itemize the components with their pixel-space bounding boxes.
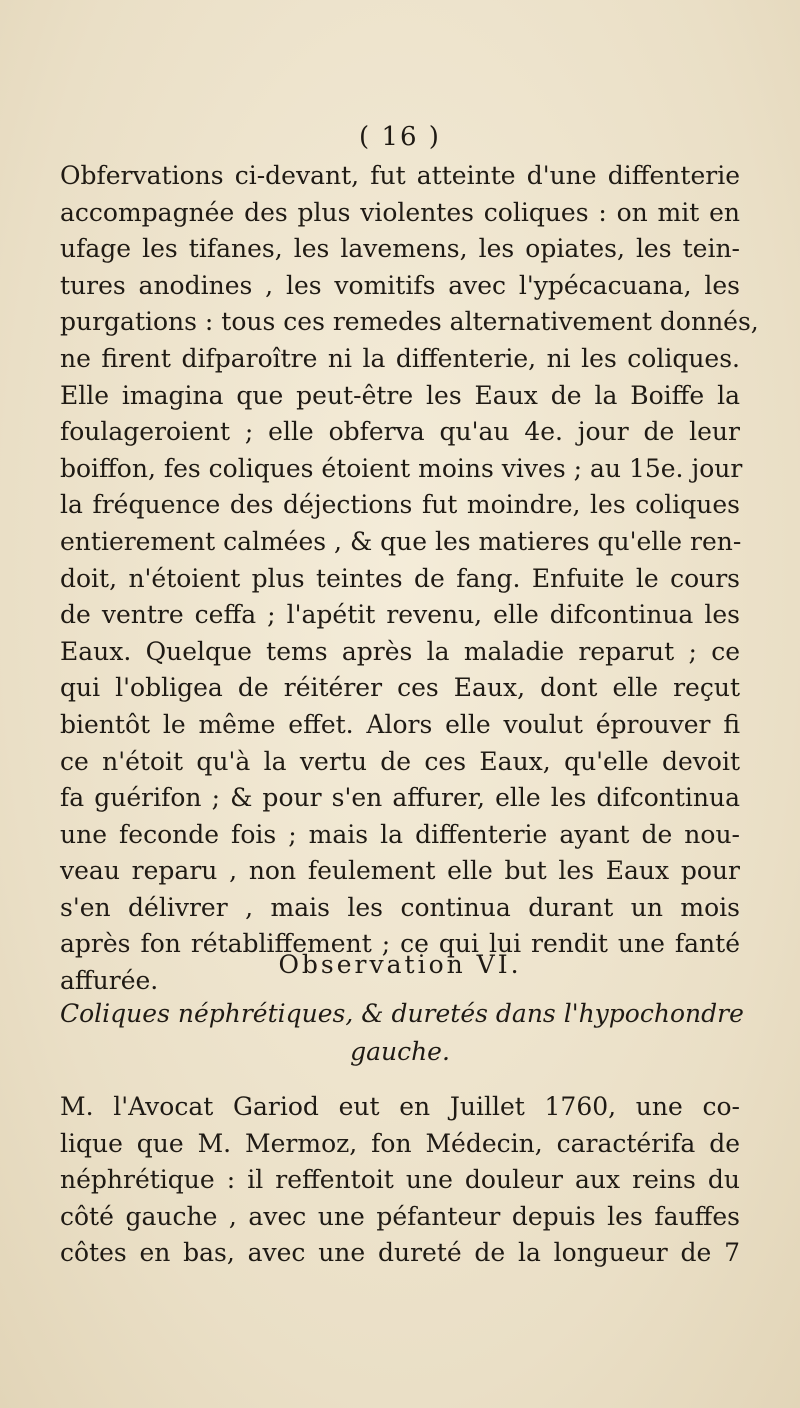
section-heading: Observation VI. [278, 950, 522, 979]
text-line: côtes en bas, avec une dureté de la longueur de 7 [60, 1238, 740, 1268]
text-line: néphrétique : il reffentoit une douleur aux reins du [60, 1165, 740, 1195]
text-line: boiffon, fes coliques étoient moins vives ; au 15e. jour [60, 453, 743, 483]
text-line: une feconde fois ; mais la diffenterie ayant de nou- [60, 819, 740, 849]
subtitle-line: Coliques néphrétiques, & duretés dans l'hypochondre [60, 999, 744, 1028]
text-line: lique que M. Mermoz, fon Médecin, caractérifa de [60, 1128, 740, 1158]
text-line: ufage les tifanes, les lavemens, les opiates, les tein- [60, 234, 740, 264]
text-line: tures anodines , les vomitifs avec l'ypécacuana, les [60, 270, 740, 300]
text-line: ne firent difparoître ni la diffenterie, ni les coliques. [60, 343, 740, 373]
text-line: s'en délivrer , mais les continua durant un mois [60, 892, 740, 922]
page-number: ( 16 ) [359, 122, 441, 152]
text-line: qui l'obligea de réitérer ces Eaux, dont elle reçut [60, 673, 740, 703]
text-line: Elle imagina que peut-être les Eaux de la Boiffe la [60, 380, 740, 410]
text-line: purgations : tous ces remedes alternativement donnés, [60, 307, 759, 337]
text-line: foulageroient ; elle obferva qu'au 4e. jour de leur [60, 417, 740, 447]
text-line: de ventre ceffa ; l'apétit revenu, elle difcontinua les [60, 600, 740, 630]
text-line: veau reparu , non feulement elle but les Eaux pour [60, 856, 740, 886]
text-line: ce n'étoit qu'à la vertu de ces Eaux, qu'elle devoit [60, 746, 740, 776]
text-line: affurée. [60, 966, 159, 996]
section-subtitle [60, 995, 744, 1071]
text-line: doit, n'étoient plus teintes de fang. Enfuite le cours [60, 563, 740, 593]
text-line: fa guérifon ; & pour s'en affurer, elle les difcontinua [60, 783, 740, 813]
text-line: accompagnée des plus violentes coliques : on mit en [60, 197, 740, 227]
text-line: entierement calmées , & que les matieres qu'elle ren- [60, 526, 742, 556]
text-line: Obfervations ci-devant, fut atteinte d'une diffenterie [60, 161, 740, 190]
text-line: M. l'Avocat Gariod eut en Juillet 1760, une co- [60, 1092, 740, 1121]
paragraph-observation-v [60, 158, 759, 1000]
text-line: bientôt le même effet. Alors elle voulut éprouver fi [60, 709, 740, 739]
text-line: après fon rétabliffement ; ce qui lui rendit une fanté [60, 929, 740, 959]
subtitle-line: gauche. [350, 1037, 450, 1066]
text-line: la fréquence des déjections fut moindre, les coliques [60, 490, 740, 520]
text-line: côté gauche , avec une péfanteur depuis les fauffes [60, 1201, 740, 1231]
text-line: Eaux. Quelque tems après la maladie reparut ; ce [60, 636, 740, 666]
paragraph-observation-vi [60, 1089, 740, 1272]
